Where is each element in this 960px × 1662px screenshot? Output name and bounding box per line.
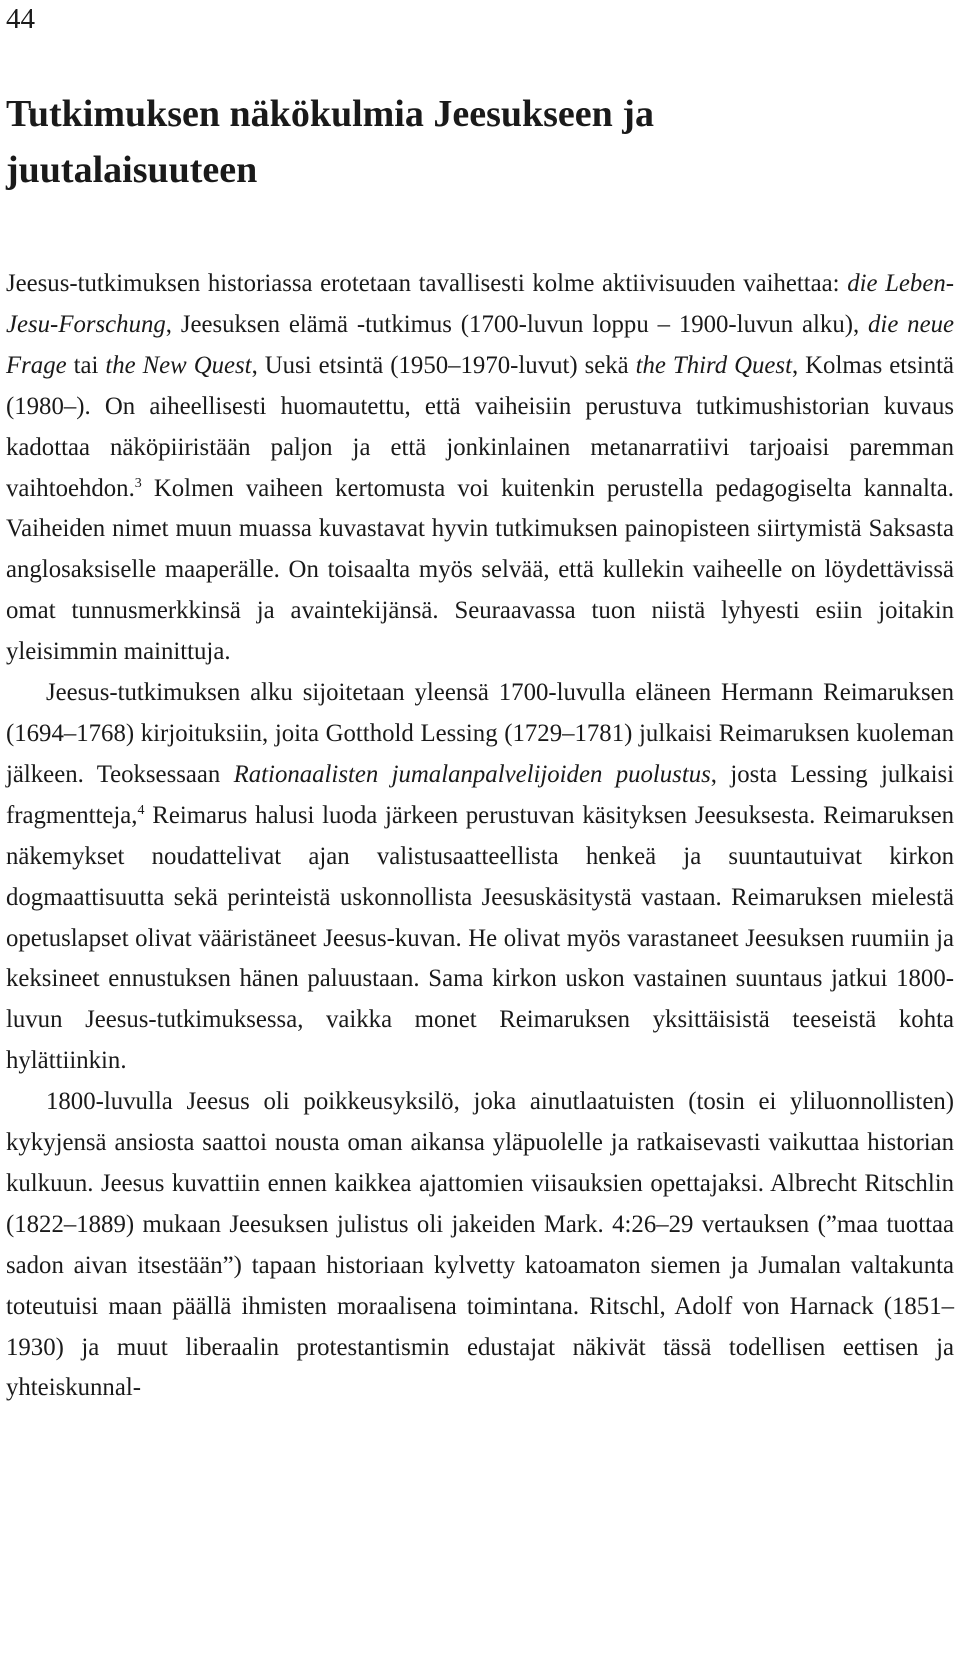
- text-run: , Jeesuksen elämä -tutkimus (1700-luvun loppu – 1900-luvun alku),: [165, 310, 869, 338]
- chapter-title: Tutkimuksen näkökulmia Jeesukseen ja juutalaisuuteen: [6, 93, 654, 191]
- body-text: [6, 264, 954, 1409]
- text-run: , Kolmas etsintä (1980–). On aiheellisesti huomautettu, että vaiheisiin perustuva tutkimushistorian kuvaus kadottaa näköpiiristään paljon ja että jonkinlainen metanarratiivi tarjoaisi paremman vaihtoehdon.: [6, 351, 954, 502]
- italic-term: die Leben-Jesu-Forschung: [6, 270, 954, 338]
- text-run: Kolmen vaiheen kertomusta voi kuitenkin perustella pedagogiselta kannalta. Vaiheiden nimet muun muassa kuvastavat hyvin tutkimuksen painopisteen siirtymistä Saksasta anglosaksiselle maaperälle. On toisaalta myös selvää, että kullekin vaiheelle on löydettävissä omat tunnusmerkkinsä ja avaintekijänsä. Seuraavassa tuon niistä lyhyesti esiin joitakin yleisimmin mainittuja.: [6, 474, 954, 666]
- italic-term: die neue Frage: [6, 310, 954, 379]
- text-run: Jeesus-tutkimuksen historiassa erotetaan tavallisesti kolme aktiivisuuden vaihettaa:: [6, 270, 848, 297]
- italic-term: the New Quest: [105, 351, 252, 379]
- footnote-marker: 3: [134, 475, 142, 491]
- footnote-marker: 4: [137, 802, 145, 818]
- italic-term: Rationaalisten jumalanpalvelijoiden puolustus: [233, 760, 711, 788]
- italic-term: the Third Quest: [635, 351, 792, 379]
- text-run: Reimarus halusi luoda järkeen perustuvan käsityksen Jeesuksesta. Reimaruksen näkemykset noudattelivat ajan valistusaatteellista henkeä ja suuntautuivat kirkon dogmaattisuutta sekä perinteistä uskonnollista Jeesuskäsitystä vastaan. Reimaruksen mielestä opetuslapset olivat vääristäneet Jeesus-kuvan. He olivat myös varastaneet Jeesuksen ruumiin ja keksineet ennustuksen hänen paluustaan. Sama kirkon uskon vastainen suuntaus jatkui 1800-luvun Jeesus-tutkimuksessa, vaikka monet Reimaruksen yksittäisistä teeseistä kohta hylättiinkin.: [6, 801, 954, 1075]
- text-run: , josta Lessing julkaisi fragmentteja,: [6, 760, 955, 829]
- paragraph-2: [6, 673, 954, 1082]
- text-run: , Uusi etsintä (1950–1970-luvut) sekä: [251, 351, 636, 379]
- paragraph-3: [6, 1082, 954, 1409]
- page-number: 44: [6, 3, 35, 35]
- text-run: 1800-luvulla Jeesus oli poikkeusyksilö, joka ainutlaatuisten (tosin ei yliluonnollisten) kykyjensä ansiosta saattoi nousta oman aikansa yläpuolelle ja ratkaisevasti vaikuttaa historian kulkuun. Jeesus kuvattiin ennen kaikkea ajattomien viisauksien opettajaksi. Albrecht Ritschlin (1822–1889) mukaan Jeesuksen julistus oli jakeiden Mark. 4:26–29 vertauksen (”maa tuottaa sadon aivan itsestään”) tapaan historiaan kylvetty katoamaton siemen ja Jumalan valtakunta toteutuisi maan päällä ihmisten moraalisena toimintana. Ritschl, Adolf von Harnack (1851–1930) ja muut liberaalin protestantismin edustajat näkivät tässä todellisen eettisen ja yhteiskunnal-: [6, 1088, 954, 1402]
- paragraph-1: [6, 264, 954, 673]
- text-run: Jeesus-tutkimuksen alku sijoitetaan yleensä 1700-luvulla eläneen Hermann Reimaruksen (1694–1768) kirjoituksiin, joita Gotthold Lessing (1729–1781) julkaisi Reimaruksen kuoleman jälkeen. Teoksessaan: [6, 679, 954, 788]
- text-run: tai: [66, 351, 106, 379]
